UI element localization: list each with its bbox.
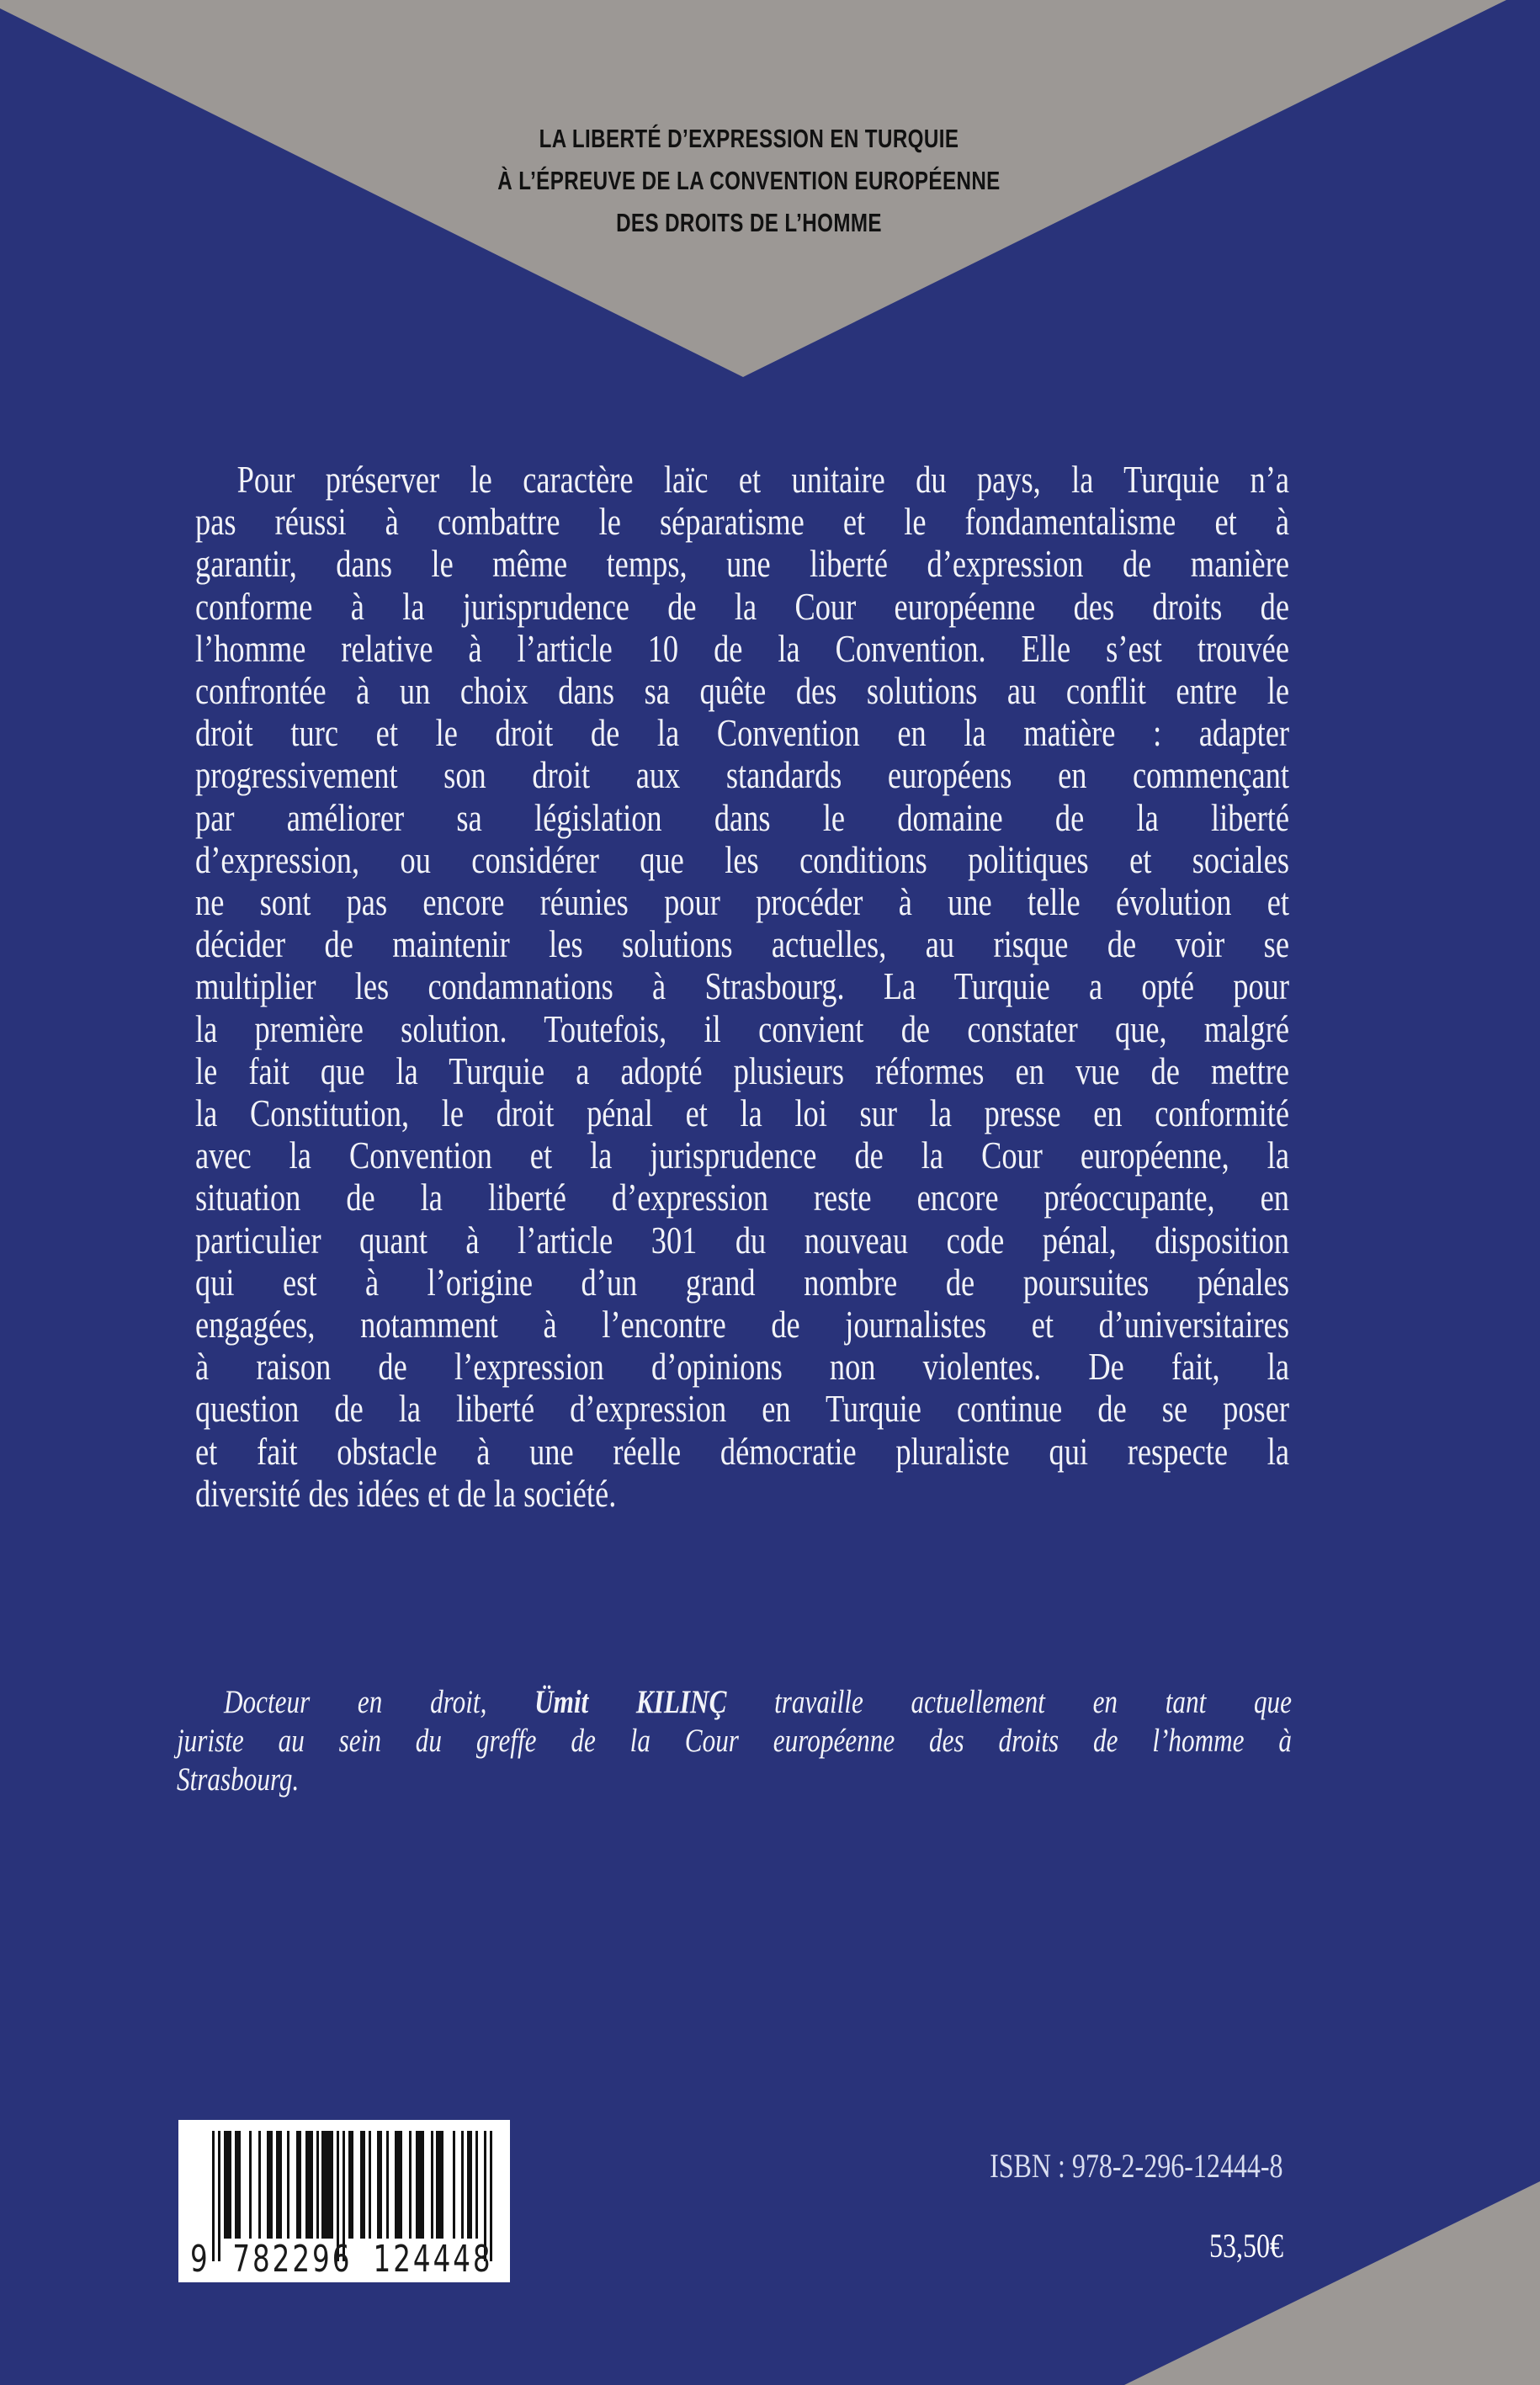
summary-line: par améliorer sa législation dans le domaine de la liberté	[195, 795, 1289, 839]
summary-line: ne sont pas encore réunies pour procéder à une telle évolution et	[195, 880, 1289, 924]
author-bio-intro: Docteur en droit,	[224, 1684, 535, 1720]
summary-line: d’expression, ou considérer que les conditions politiques et sociales	[195, 837, 1289, 881]
summary-line: question de la liberté d’expression en Turquie continue de se poser	[195, 1387, 1289, 1431]
summary-line: qui est à l’origine d’un grand nombre de poursuites pénales	[195, 1260, 1289, 1304]
author-bio-role: travaille actuellement en tant que	[726, 1684, 1292, 1720]
summary-line: particulier quant à l’article 301 du nouveau code pénal, disposition	[195, 1218, 1289, 1262]
summary-line: à raison de l’expression d’opinions non violentes. De fait, la	[195, 1345, 1289, 1389]
book-title	[480, 118, 1018, 244]
summary-line: engagées, notamment à l’encontre de journalistes et d’universitaires	[195, 1303, 1289, 1347]
book-summary	[195, 459, 1289, 1515]
barcode-digit-group-2: 124448	[373, 2238, 493, 2281]
summary-line: conforme à la jurisprudence de la Cour européenne des droits de	[195, 584, 1289, 628]
summary-line: droit turc et le droit de la Convention en la matière : adapter	[195, 711, 1289, 755]
barcode-digit-group-1: 782296	[232, 2238, 353, 2281]
author-bio-line-3: Strasbourg.	[177, 1761, 300, 1798]
summary-line: situation de la liberté d’expression reste encore préoccupante, en	[195, 1176, 1289, 1219]
barcode-digit-lead: 9	[190, 2238, 210, 2281]
summary-line: Pour préserver le caractère laïc et unitaire du pays, la Turquie n’a	[236, 458, 1290, 501]
summary-line: pas réussi à combattre le séparatisme et le fondamentalisme et à	[195, 500, 1289, 544]
barcode-digits	[190, 2238, 493, 2281]
title-line-2: À L’ÉPREUVE DE LA CONVENTION EUROPÉENNE	[497, 166, 1001, 195]
summary-line: le fait que la Turquie a adopté plusieurs réformes en vue de mettre	[195, 1049, 1289, 1092]
author-bio-line-2: juriste au sein du greffe de la Cour européenne des droits de l’homme à	[177, 1723, 1292, 1759]
title-line-3: DES DROITS DE L’HOMME	[616, 208, 882, 237]
summary-line: l’homme relative à l’article 10 de la Convention. Elle s’est trouvée	[195, 626, 1289, 670]
summary-line: et fait obstacle à une réelle démocratie pluraliste qui respecte la	[195, 1429, 1289, 1473]
summary-line: progressivement son droit aux standards européens en commençant	[195, 753, 1289, 797]
summary-line: décider de maintenir les solutions actuelles, au risque de voir se	[195, 922, 1289, 966]
summary-line: la première solution. Toutefois, il convient de constater que, malgré	[195, 1007, 1289, 1050]
author-name: Ümit KILINÇ	[534, 1684, 727, 1720]
summary-line: la Constitution, le droit pénal et la loi sur la presse en conformité	[195, 1092, 1289, 1135]
summary-line: garantir, dans le même temps, une liberté d’expression de manière	[195, 542, 1289, 586]
title-line-1: LA LIBERTÉ D’EXPRESSION EN TURQUIE	[539, 124, 959, 153]
barcode	[178, 2120, 510, 2282]
summary-line: multiplier les condamnations à Strasbourg. La Turquie a opté pour	[195, 964, 1289, 1008]
summary-line: confrontée à un choix dans sa quête des solutions au conflit entre le	[195, 669, 1289, 713]
author-bio-line-1	[177, 1683, 1292, 1722]
author-bio	[177, 1683, 1292, 1799]
isbn-label: ISBN : 978-2-296-12444-8	[990, 2147, 1283, 2185]
price-label: 53,50€	[1209, 2227, 1283, 2265]
summary-line: avec la Convention et la jurisprudence de la Cour européenne, la	[195, 1134, 1289, 1177]
summary-line: diversité des idées et de la société.	[195, 1471, 617, 1515]
